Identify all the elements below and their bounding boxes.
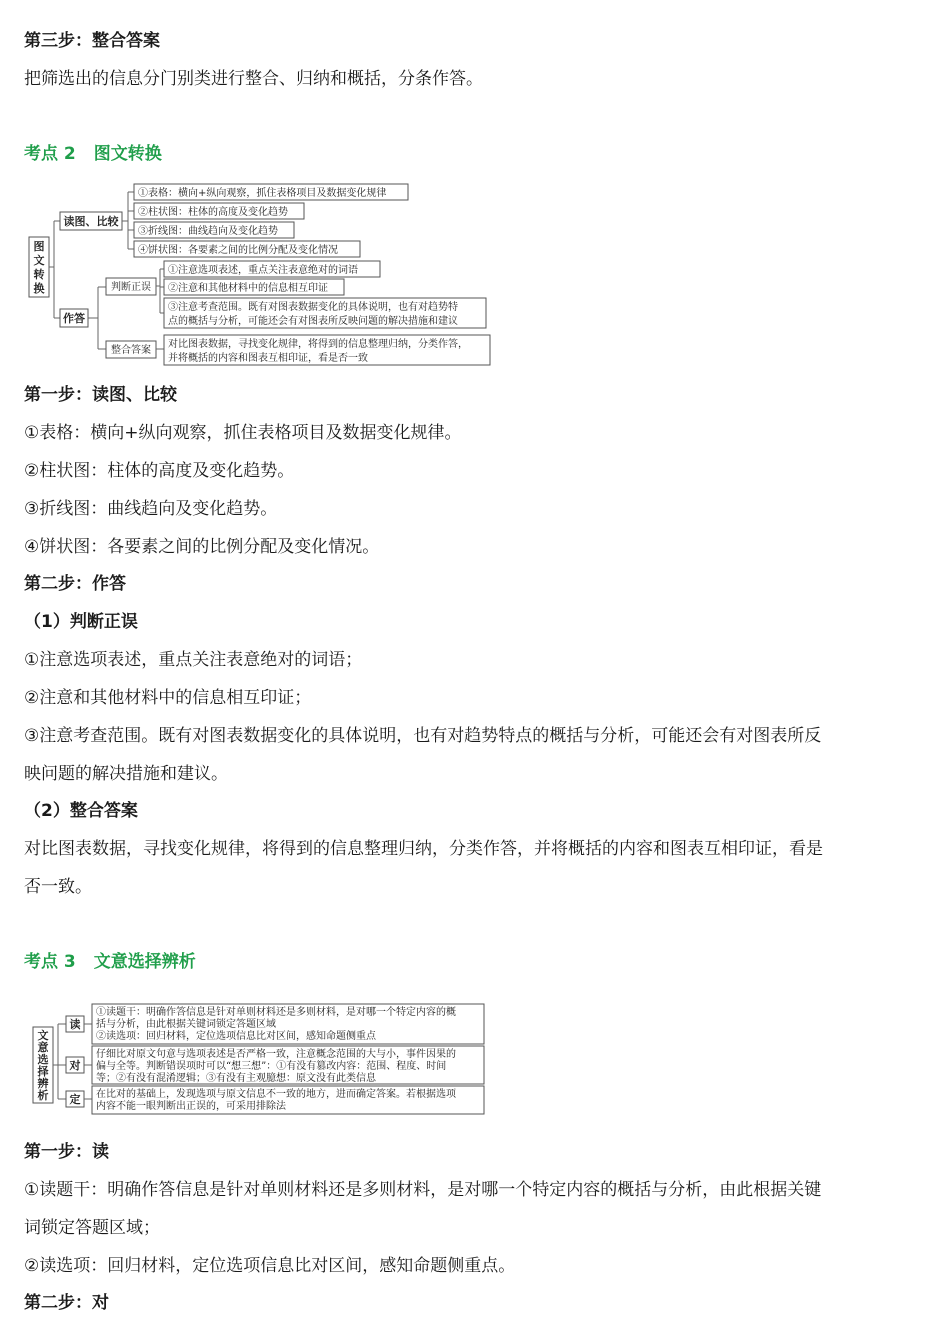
kp2-judge-item-text: ①注意选项表述，重点关注表意绝对的词语 (168, 265, 358, 276)
kp2-sub1-item: 映问题的解决措施和建议。 (24, 764, 228, 784)
kp3-root-char: 析 (37, 1089, 49, 1102)
kp2-label: 考点 2 (24, 144, 76, 164)
kp2-read-item-text: ②柱状图：柱体的高度及变化趋势 (138, 207, 288, 218)
kp3-root-char: 辨 (37, 1077, 49, 1090)
kp3-step2-heading: 第二步：对 (24, 1293, 109, 1313)
kp3-root-char: 文 (37, 1029, 49, 1042)
kp3-decide-text: 在比对的基础上，发现选项与原文信息不一致的地方，进而确定答案。若根据选项 (96, 1089, 456, 1100)
section-title-kp2 (24, 144, 162, 164)
kp2-sub2-heading: （2）整合答案 (24, 801, 138, 821)
kp2-read-item-text: ③折线图：曲线趋向及变化趋势 (138, 226, 278, 237)
kp3-label: 考点 3 (24, 952, 76, 972)
kp2-integrate-text: 对比图表数据，寻找变化规律，将得到的信息整理归纳，分类作答， (168, 339, 468, 350)
step3-text: 把筛选出的信息分门别类进行整合、归纳和概括，分条作答。 (24, 69, 483, 89)
kp2-step1-item: ④饼状图：各要素之间的比例分配及变化情况。 (24, 537, 380, 557)
kp2-judge-item-text: 点的概括与分析，可能还会有对图表所反映问题的解决措施和建议 (168, 316, 458, 327)
kp2-sub1-item: ①注意选项表述，重点关注表意绝对的词语； (24, 650, 363, 670)
kp2-root-char: 换 (33, 282, 45, 295)
kp3-root-char: 选 (37, 1053, 49, 1066)
kp3-title: 文意选择辨析 (93, 952, 196, 972)
kp3-step1-heading: 第一步：读 (24, 1142, 109, 1162)
kp2-sub2-text: 否一致。 (24, 877, 92, 897)
kp2-step2-heading: 第二步：作答 (24, 574, 126, 594)
kp3-mindmap (26, 1000, 496, 1116)
kp2-sub-judge-label: 判断正误 (111, 282, 151, 293)
kp2-mindmap (26, 180, 496, 370)
kp2-sub-integrate-label: 整合答案 (111, 345, 151, 356)
kp3-read-text: ②读选项：回归材料，定位选项信息比对区间，感知命题侧重点 (96, 1031, 376, 1042)
section-title-kp3 (24, 952, 196, 972)
kp3-step1-item: 词锁定答题区域； (24, 1218, 160, 1238)
kp2-root-char: 转 (33, 268, 45, 281)
kp3-step1-item: ②读选项：回归材料，定位选项信息比对区间，感知命题侧重点。 (24, 1256, 516, 1276)
kp2-sub1-heading: （1）判断正误 (24, 612, 138, 632)
kp2-step1-heading: 第一步：读图、比较 (24, 385, 177, 405)
step3-heading: 第三步：整合答案 (24, 31, 160, 51)
kp3-read-text: ①读题干：明确作答信息是针对单则材料还是多则材料，是对哪一个特定内容的概 (96, 1007, 456, 1018)
kp3-read-text: 括与分析，由此根据关键词锁定答题区域 (96, 1019, 276, 1030)
kp3-branch-read-label: 读 (69, 1018, 81, 1031)
kp2-branch-answer-label: 作答 (63, 312, 85, 325)
kp2-judge-item-text: ②注意和其他材料中的信息相互印证 (168, 283, 328, 294)
kp2-step1-item: ②柱状图：柱体的高度及变化趋势。 (24, 461, 295, 481)
kp3-decide-text: 内容不能一眼判断出正误的，可采用排除法 (96, 1101, 286, 1112)
kp3-step1-item: ①读题干：明确作答信息是针对单则材料还是多则材料，是对哪一个特定内容的概括与分析，由此根据关键 (24, 1180, 822, 1200)
kp2-sub2-text: 对比图表数据，寻找变化规律，将得到的信息整理归纳，分类作答，并将概括的内容和图表互相印证，看是 (24, 839, 823, 859)
kp2-step1-item: ③折线图：曲线趋向及变化趋势。 (24, 499, 278, 519)
kp2-integrate-text: 并将概括的内容和图表互相印证，看是否一致 (168, 353, 368, 364)
kp3-branch-compare-label: 对 (69, 1059, 81, 1072)
kp3-compare-text: 仔细比对原文句意与选项表述是否严格一致，注意概念范围的大与小，事件因果的 (96, 1049, 456, 1060)
kp3-root-char: 择 (37, 1065, 49, 1078)
kp2-sub1-item: ③注意考查范围。既有对图表数据变化的具体说明，也有对趋势特点的概括与分析，可能还会有对图表所反 (24, 726, 822, 746)
kp3-compare-text: 等；②有没有混淆逻辑；③有没有主观臆想：原文没有此类信息 (96, 1073, 376, 1084)
kp2-read-item-text: ①表格：横向+纵向观察，抓住表格项目及数据变化规律 (138, 188, 387, 199)
kp2-title: 图文转换 (93, 144, 162, 164)
kp3-root-char: 意 (37, 1041, 49, 1054)
kp3-compare-text: 偏与全等。判断错误项时可以“想三想”：①有没有篡改内容：范围、程度、时间 (96, 1061, 447, 1072)
kp2-root-char: 图 (33, 240, 45, 253)
kp2-judge-item-text: ③注意考查范围。既有对图表数据变化的具体说明，也有对趋势特 (168, 302, 458, 313)
kp2-read-item-text: ④饼状图：各要素之间的比例分配及变化情况 (138, 245, 338, 256)
kp2-sub1-item: ②注意和其他材料中的信息相互印证； (24, 688, 312, 708)
kp3-branch-decide-label: 定 (69, 1093, 81, 1106)
kp2-root-char: 文 (33, 254, 45, 267)
kp2-step1-item: ①表格：横向+纵向观察，抓住表格项目及数据变化规律。 (24, 423, 462, 443)
kp2-branch-read-label: 读图、比较 (63, 215, 119, 228)
